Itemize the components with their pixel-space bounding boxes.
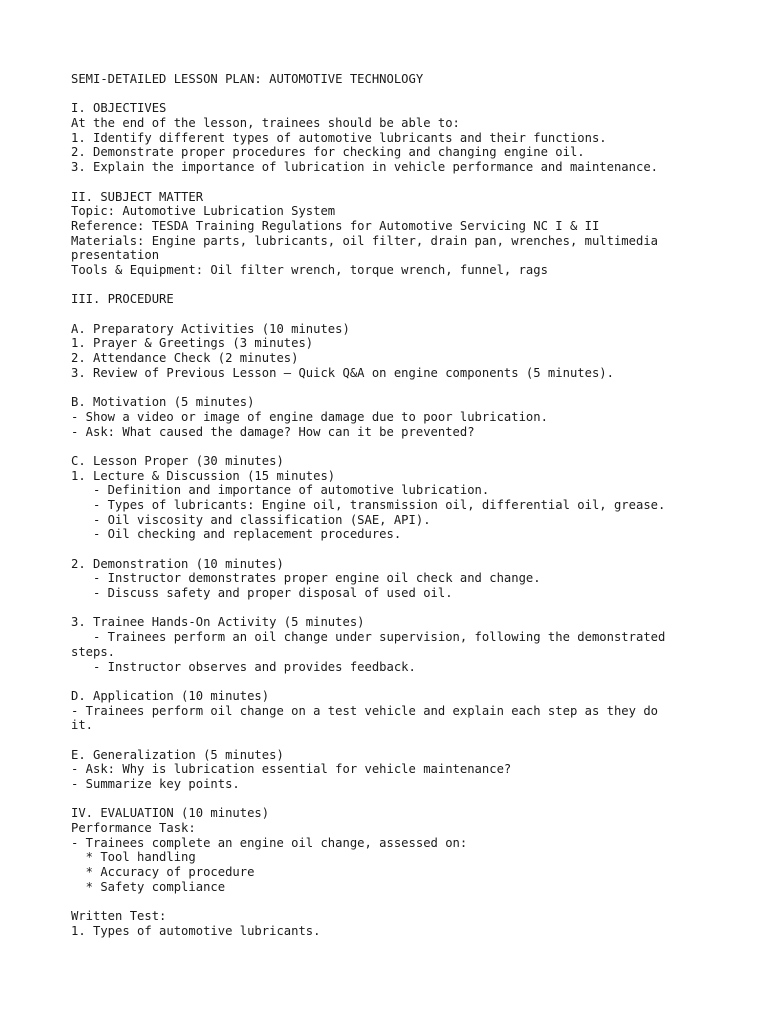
preparatory-heading: A. Preparatory Activities (10 minutes) (71, 321, 350, 336)
spacer (71, 175, 691, 190)
demonstration-item: - Instructor demonstrates proper engine oil check and change. (71, 571, 541, 586)
lesson-proper-heading: C. Lesson Proper (30 minutes) (71, 453, 284, 468)
written-test-item: 1. Types of automotive lubricants. (71, 923, 321, 938)
subject-reference: Reference: TESDA Training Regulations for Automotive Servicing NC I & II (71, 218, 600, 233)
hands-on-item: - Instructor observes and provides feedback. (71, 659, 416, 674)
motivation-item: - Show a video or image of engine damage due to poor lubrication. (71, 409, 548, 424)
subject-materials: Materials: Engine parts, lubricants, oil filter, drain pan, wrenches, multimedia (71, 233, 658, 248)
spacer (71, 542, 691, 557)
evaluation-heading: IV. EVALUATION (10 minutes) (71, 806, 270, 821)
criteria-item: * Safety compliance (71, 879, 226, 894)
spacer (71, 439, 691, 454)
subject-tools: Tools & Equipment: Oil filter wrench, torque wrench, funnel, rags (71, 262, 548, 277)
objectives-heading: I. OBJECTIVES (71, 101, 167, 116)
lecture-item: - Definition and importance of automotive lubrication. (71, 483, 490, 498)
motivation-heading: B. Motivation (5 minutes) (71, 395, 255, 410)
motivation-item: - Ask: What caused the damage? How can it be prevented? (71, 424, 475, 439)
criteria-item: * Tool handling (71, 850, 196, 865)
written-test-label: Written Test: (71, 909, 167, 924)
spacer (71, 792, 691, 807)
procedure-heading: III. PROCEDURE (71, 292, 174, 307)
generalization-item: - Summarize key points. (71, 777, 240, 791)
generalization-heading: E. Generalization (5 minutes) (71, 747, 284, 762)
generalization-item: - Ask: Why is lubrication essential for vehicle maintenance? (71, 762, 512, 777)
preparatory-item: 2. Attendance Check (2 minutes) (71, 351, 299, 366)
spacer (71, 278, 691, 293)
hands-on-item-cont: steps. (71, 644, 116, 659)
spacer (71, 307, 691, 322)
document-title: SEMI-DETAILED LESSON PLAN: AUTOMOTIVE TECHNOLOGY (71, 72, 424, 86)
performance-task-intro: - Trainees complete an engine oil change, assessed on: (71, 835, 468, 850)
lecture-heading: 1. Lecture & Discussion (15 minutes) (71, 468, 336, 483)
application-item: - Trainees perform oil change on a test vehicle and explain each step as they do (71, 703, 658, 718)
subject-topic: Topic: Automotive Lubrication System (71, 204, 336, 219)
criteria-item: * Accuracy of procedure (71, 865, 255, 880)
subject-materials-cont: presentation (71, 248, 160, 263)
demonstration-item: - Discuss safety and proper disposal of used oil. (71, 586, 453, 601)
spacer (71, 87, 691, 102)
lecture-item: - Oil checking and replacement procedures. (71, 527, 402, 542)
objectives-intro: At the end of the lesson, trainees should be able to: (71, 116, 460, 131)
spacer (71, 601, 691, 616)
lesson-plan-document (71, 72, 691, 939)
lecture-item: - Types of lubricants: Engine oil, transmission oil, differential oil, grease. (71, 497, 666, 512)
objective-item: 2. Demonstrate proper procedures for checking and changing engine oil. (71, 145, 585, 160)
spacer (71, 895, 691, 910)
spacer (71, 380, 691, 395)
lecture-item: - Oil viscosity and classification (SAE, API). (71, 512, 431, 527)
application-heading: D. Application (10 minutes) (71, 688, 270, 703)
spacer (71, 733, 691, 748)
preparatory-item: 1. Prayer & Greetings (3 minutes) (71, 336, 314, 351)
hands-on-item: - Trainees perform an oil change under supervision, following the demonstrated (71, 630, 666, 645)
hands-on-heading: 3. Trainee Hands-On Activity (5 minutes) (71, 615, 365, 630)
demonstration-heading: 2. Demonstration (10 minutes) (71, 556, 284, 571)
objective-item: 3. Explain the importance of lubrication in vehicle performance and maintenance. (71, 160, 658, 175)
spacer (71, 674, 691, 689)
preparatory-item: 3. Review of Previous Lesson – Quick Q&A on engine components (5 minutes). (71, 365, 614, 380)
objective-item: 1. Identify different types of automotive lubricants and their functions. (71, 130, 607, 145)
subject-matter-heading: II. SUBJECT MATTER (71, 189, 204, 204)
application-item-cont: it. (71, 718, 94, 733)
performance-task-label: Performance Task: (71, 821, 196, 836)
